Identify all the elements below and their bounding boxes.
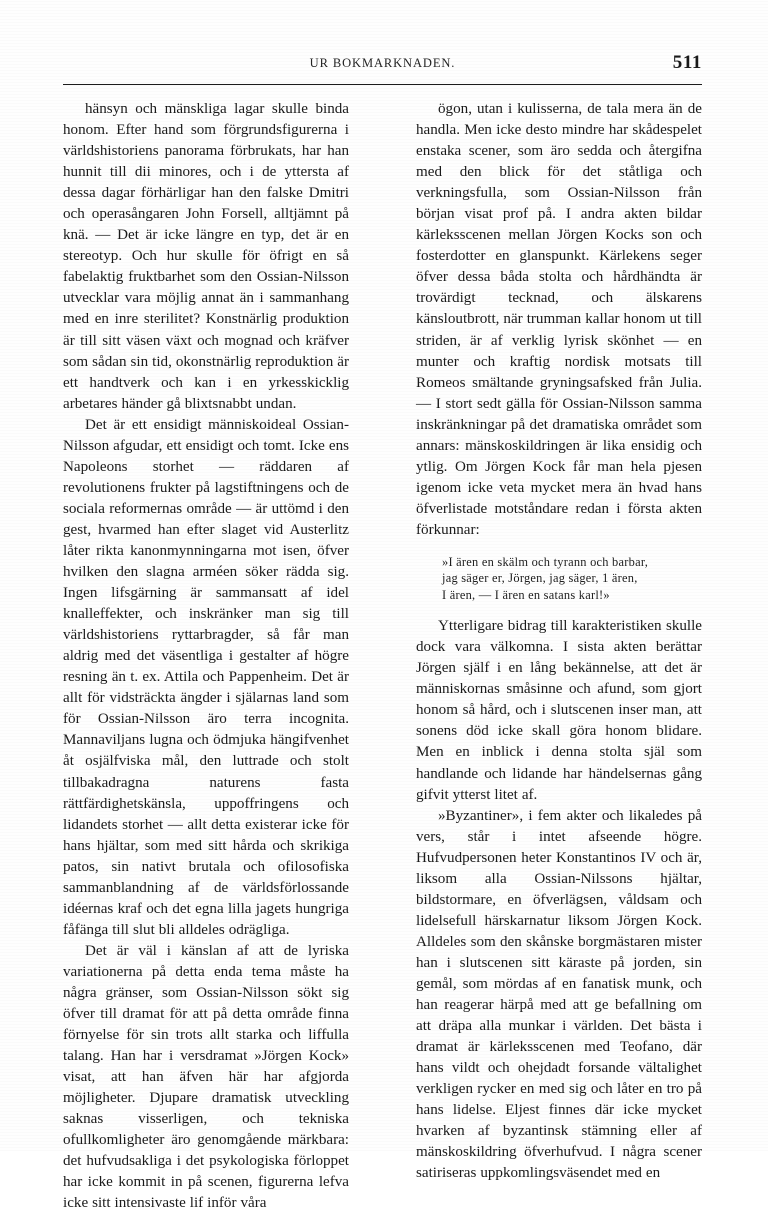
column-right xyxy=(416,99,702,1184)
paragraph: Det är väl i känslan af att de lyriska variationerna på detta enda tema måste ha några gränser, som Ossian-Nilsson sökt sig öfver till dramat för att på detta område finna förnyelse för sin trots allt starka och liffulla talang. Han har i versdramat »Jörgen Kock» visat, att han äfven här har afgjorda möjligheter. Djupare dramatisk utveckling saknas visserligen, och tekniska ofullkomligheter äro genomgående märkbara: det hufvudsakliga i det psykologiska förloppet har icke kommit in på scenen, figurerna lefva icke sitt intensivaste lif inför våra xyxy=(63,942,349,1212)
paragraph: Ytterligare bidrag till karakteristiken skulle dock vara välkomna. I sista akten berättar Jörgen själf i en lång bekännelse, att det är människornas småsinne och afund, som gjort honom så hård, och i slutscenen inser man, att sonens död icke skall göra honom blidare. Men en inblick i denna stolta själ som handlande och lidande har händelsernas gång gifvit ytterst litet af. xyxy=(416,618,702,803)
paragraph: »Byzantiner», i fem akter och likaledes på vers, står i intet afseende högre. Hufvudpersonen heter Konstantinos IV och är, liksom alla Ossian-Nilssons hjältar, bildstormare, en öfverlägsen, våldsam och lidelsefull härskarnatur liksom Jörgen Kock. Alldeles som den skånske borgmästaren mister han i slutscenen sitt käraste på jorden, sin gemål, som mördas af en fanatisk munk, och han reagerar härpå med att ge befallning om att dräpa alla munkar i världen. Det bästa i dramat är kärleksscenen med Teofano, där hans vildt och ohejdadt forsande vältalighet verkligen rycker en med sig och låter en tro på hans lidelse. Eljest finnes där icke mycket hvarken af byzantinsk stämning eller af mänskoskildring öfverhufvud. I några scener satiriseras uppkomlingsväsendet med en xyxy=(416,807,702,1182)
verse-quotation xyxy=(416,554,702,603)
running-head xyxy=(63,52,702,82)
paragraph: Det är ett ensidigt människoideal Ossian-Nilsson afgudar, ett ensidigt och tomt. Icke ens Napoleons storhet — räddaren af revolutionens frukter på lagstiftningens och de sociala reformernas område — är uttömd i den gest, hvarmed han efter slaget vid Austerlitz låter rikta kanonmynningarna mot isen, öfver hvilken den slagna arméen söker rädda sig. Ingen lifsgärning är sammansatt af idel knalleffekter, och inskränker man sig till världshistoriens ryttarbragder, så får man aldrig med det väsentliga i gestalter af högre resning än t. ex. Attila och Pappenheim. Det är allt för vidsträckta ängder i själarnas land som för Ossian-Nilsson äro terra incognita. Mannaviljans lugna och ödmjuka hängifvenhet åt osjälfviska mål, den luttrade och stolt tillbakadragna naturens fasta rättfärdighetskänsla, uppoffringens och lidandets storhet — allt detta existerar icke för hans hjältar, som med sitt hårda och skrikiga patos, sin nativt brutala och ofilosofiska sammanblandning af de världsförlossande idéernas kraf och det egna lilla jagets hungriga fåfänga till slut bli alldeles odrägliga. xyxy=(63,416,349,938)
paragraph: ögon, utan i kulisserna, de tala mera än de handla. Men icke desto mindre har skådespelet enstaka scener, som äro sedda och återgifna med den blick för det ståtliga och verkningsfulla, som Ossian-Nilsson från början visat prof på. I andra akten bildar kärleksscenen mellan Jörgen Kocks son och fosterdotter en glanspunkt. Kärlekens seger öfver dessa båda stolta och hårdhändta är trovärdigt tecknad, och älskarens känsloutbrott, när trumman kallar honom ut till striden, är af verklig lyrisk skönhet — en munter och kraftig nordisk motsats till Romeos smältande gryningsafsked från Julia. — I stort sedt gälla för Ossian-Nilsson samma inskränkningar på det dramatiska området som annars: mänskoskildringen är lika ensidig och ytlig. Om Jörgen Kock får man hela pjesen igenom icke veta mycket mera än hvad hans öfverlistade motståndare redan i första akten förkunnar: xyxy=(416,101,702,538)
column-left xyxy=(63,99,349,1214)
running-head-title: UR BOKMARKNADEN. xyxy=(309,56,456,70)
verse-line: I ären, — I ären en satans karl!» xyxy=(442,587,610,602)
page-number: 511 xyxy=(672,52,702,73)
paragraph: hänsyn och mänskliga lagar skulle binda honom. Efter hand som förgrundsfigurerna i världshistoriens panorama förbrukats, har han hunnit till dii minores, och i de yttersta af dessa dagar förhärligar han den falske Dmitri och operasångaren John Forsell, alltjämnt på knä. — Det är icke längre en typ, det är en stereotyp. Och hur skulle för öfrigt en så fabelaktig fruktbarhet som den Ossian-Nilsson utvecklar vara möjlig annat än i sammanhang med en inre sterilitet? Konstnärlig produktion är till sitt väsen växt och mognad och kräfver som sådan sin tid, okonstnärlig reproduktion är ett handtverk och kan i en yrkesskicklig arbetares händer gå blixtsnabbt undan. xyxy=(63,101,349,412)
verse-line: »I ären en skälm och tyrann och barbar, xyxy=(442,554,649,569)
verse-line: jag säger er, Jörgen, jag säger, 1 ären, xyxy=(442,571,638,586)
header-rule xyxy=(63,84,702,85)
